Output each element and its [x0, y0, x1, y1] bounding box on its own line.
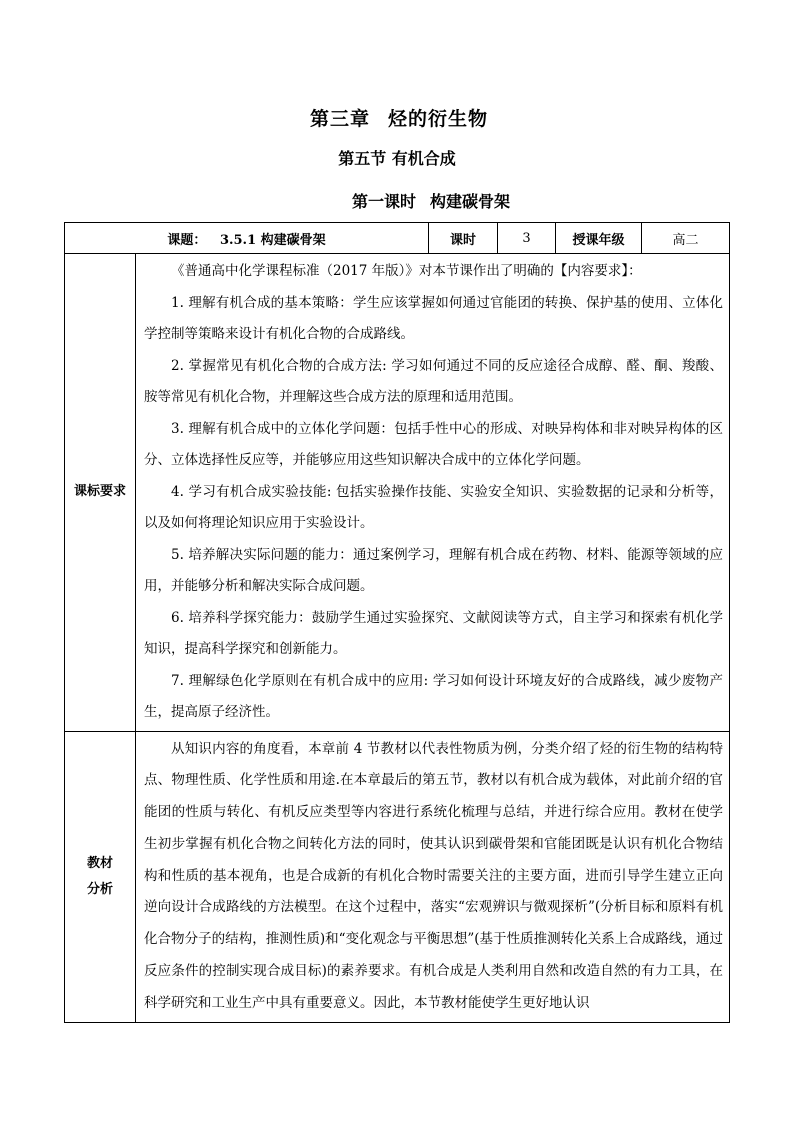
curriculum-paragraph: 5. 培养解决实际问题的能力：通过案例学习，理解有机合成在药物、材料、能源等领域的应用，并能够分析和解决实际合成问题。	[144, 546, 723, 594]
curriculum-content	[136, 254, 730, 732]
curriculum-paragraph: 7. 理解绿色化学原则在有机合成中的应用: 学习如何设计环境友好的合成路线，减少废物产生，提高原子经济性。	[144, 672, 723, 720]
grade-label: 授课年级	[556, 223, 642, 254]
curriculum-paragraph: 6. 培养科学探究能力：鼓励学生通过实验探究、文献阅读等方式，自主学习和探索有机化学知识，提高科学探究和创新能力。	[144, 609, 723, 657]
chapter-title	[2, 104, 794, 131]
lesson-title	[34, 189, 794, 212]
lesson-plan-table	[64, 222, 730, 1023]
textbook-label-line2: 分析	[86, 881, 113, 897]
topic-label: 课题：	[167, 232, 207, 248]
topic-cell	[65, 223, 429, 254]
topic-value: 3.5.1 构建碳骨架	[219, 232, 326, 248]
curriculum-row	[65, 254, 730, 732]
curriculum-paragraph: 3. 理解有机合成中的立体化学问题：包括手性中心的形成、对映异构体和非对映异构体的区分、立体选择性反应等，并能够应用这些知识解决合成中的立体化学问题。	[144, 420, 723, 468]
section-title: 第五节 有机合成	[338, 149, 456, 168]
curriculum-paragraph: 2. 掌握常见有机化合物的合成方法: 学习如何通过不同的反应途径合成醇、醛、酮、羧酸、胺等常见有机化合物，并理解这些合成方法的原理和适用范围。	[144, 357, 723, 405]
chapter-number: 第三章	[309, 108, 370, 130]
textbook-content	[136, 731, 730, 1022]
hours-label: 课时	[429, 223, 498, 254]
chapter-name: 烃的衍生物	[388, 108, 489, 130]
curriculum-paragraph: 4. 学习有机合成实验技能: 包括实验操作技能、实验安全知识、实验数据的记录和分析等，以及如何将理论知识应用于实验设计。	[144, 483, 723, 531]
lesson-name: 构建碳骨架	[430, 192, 511, 211]
curriculum-paragraph: 《普通高中化学课程标准（2017 年版）》对本节课作出了明确的【内容要求】：	[171, 263, 642, 279]
lesson-number: 第一课时	[351, 192, 416, 211]
textbook-paragraph: 从知识内容的角度看，本章前 4 节教材以代表性物质为例，分类介绍了烃的衍生物的结构特点、物理性质、化学性质和用途.在本章最后的第五节，教材以有机合成为载体，对此前介绍的官能团的性质与转化、有机反应类型等内容进行系统化梳理与总结，并进行综合应用。教材在使学生初步掌握有机化合物之间转化方法的同时，使其认识到碳骨架和官能团既是认识有机化合物结构和性质的基本视角，也是合成新的有机化合物时需要关注的主要方面，进而引导学生建立正向逆向设计合成路线的方法模型。在这个过程中，落实“宏观辨识与微观探析”(分析目标和原料有机化合物分子的结构，推测性质)和“变化观念与平衡思想”(基于性质推测转化关系上合成路线，通过反应条件的控制实现合成目标)的素养要求。有机合成是人类利用自然和改造自然的有力工具，在科学研究和工业生产中具有重要意义。因此，本节教材能使学生更好地认识	[144, 740, 723, 1011]
curriculum-label: 课标要求	[65, 254, 136, 732]
textbook-label	[65, 731, 136, 1022]
hours-value: 3	[498, 223, 556, 254]
grade-value: 高二	[642, 223, 730, 254]
curriculum-paragraph: 1. 理解有机合成的基本策略：学生应该掌握如何通过官能团的转换、保护基的使用、立体化学控制等策略来设计有机化合物的合成路线。	[144, 294, 723, 342]
textbook-row	[65, 731, 730, 1022]
header-row	[65, 223, 730, 254]
textbook-label-line1: 教材	[86, 855, 113, 871]
